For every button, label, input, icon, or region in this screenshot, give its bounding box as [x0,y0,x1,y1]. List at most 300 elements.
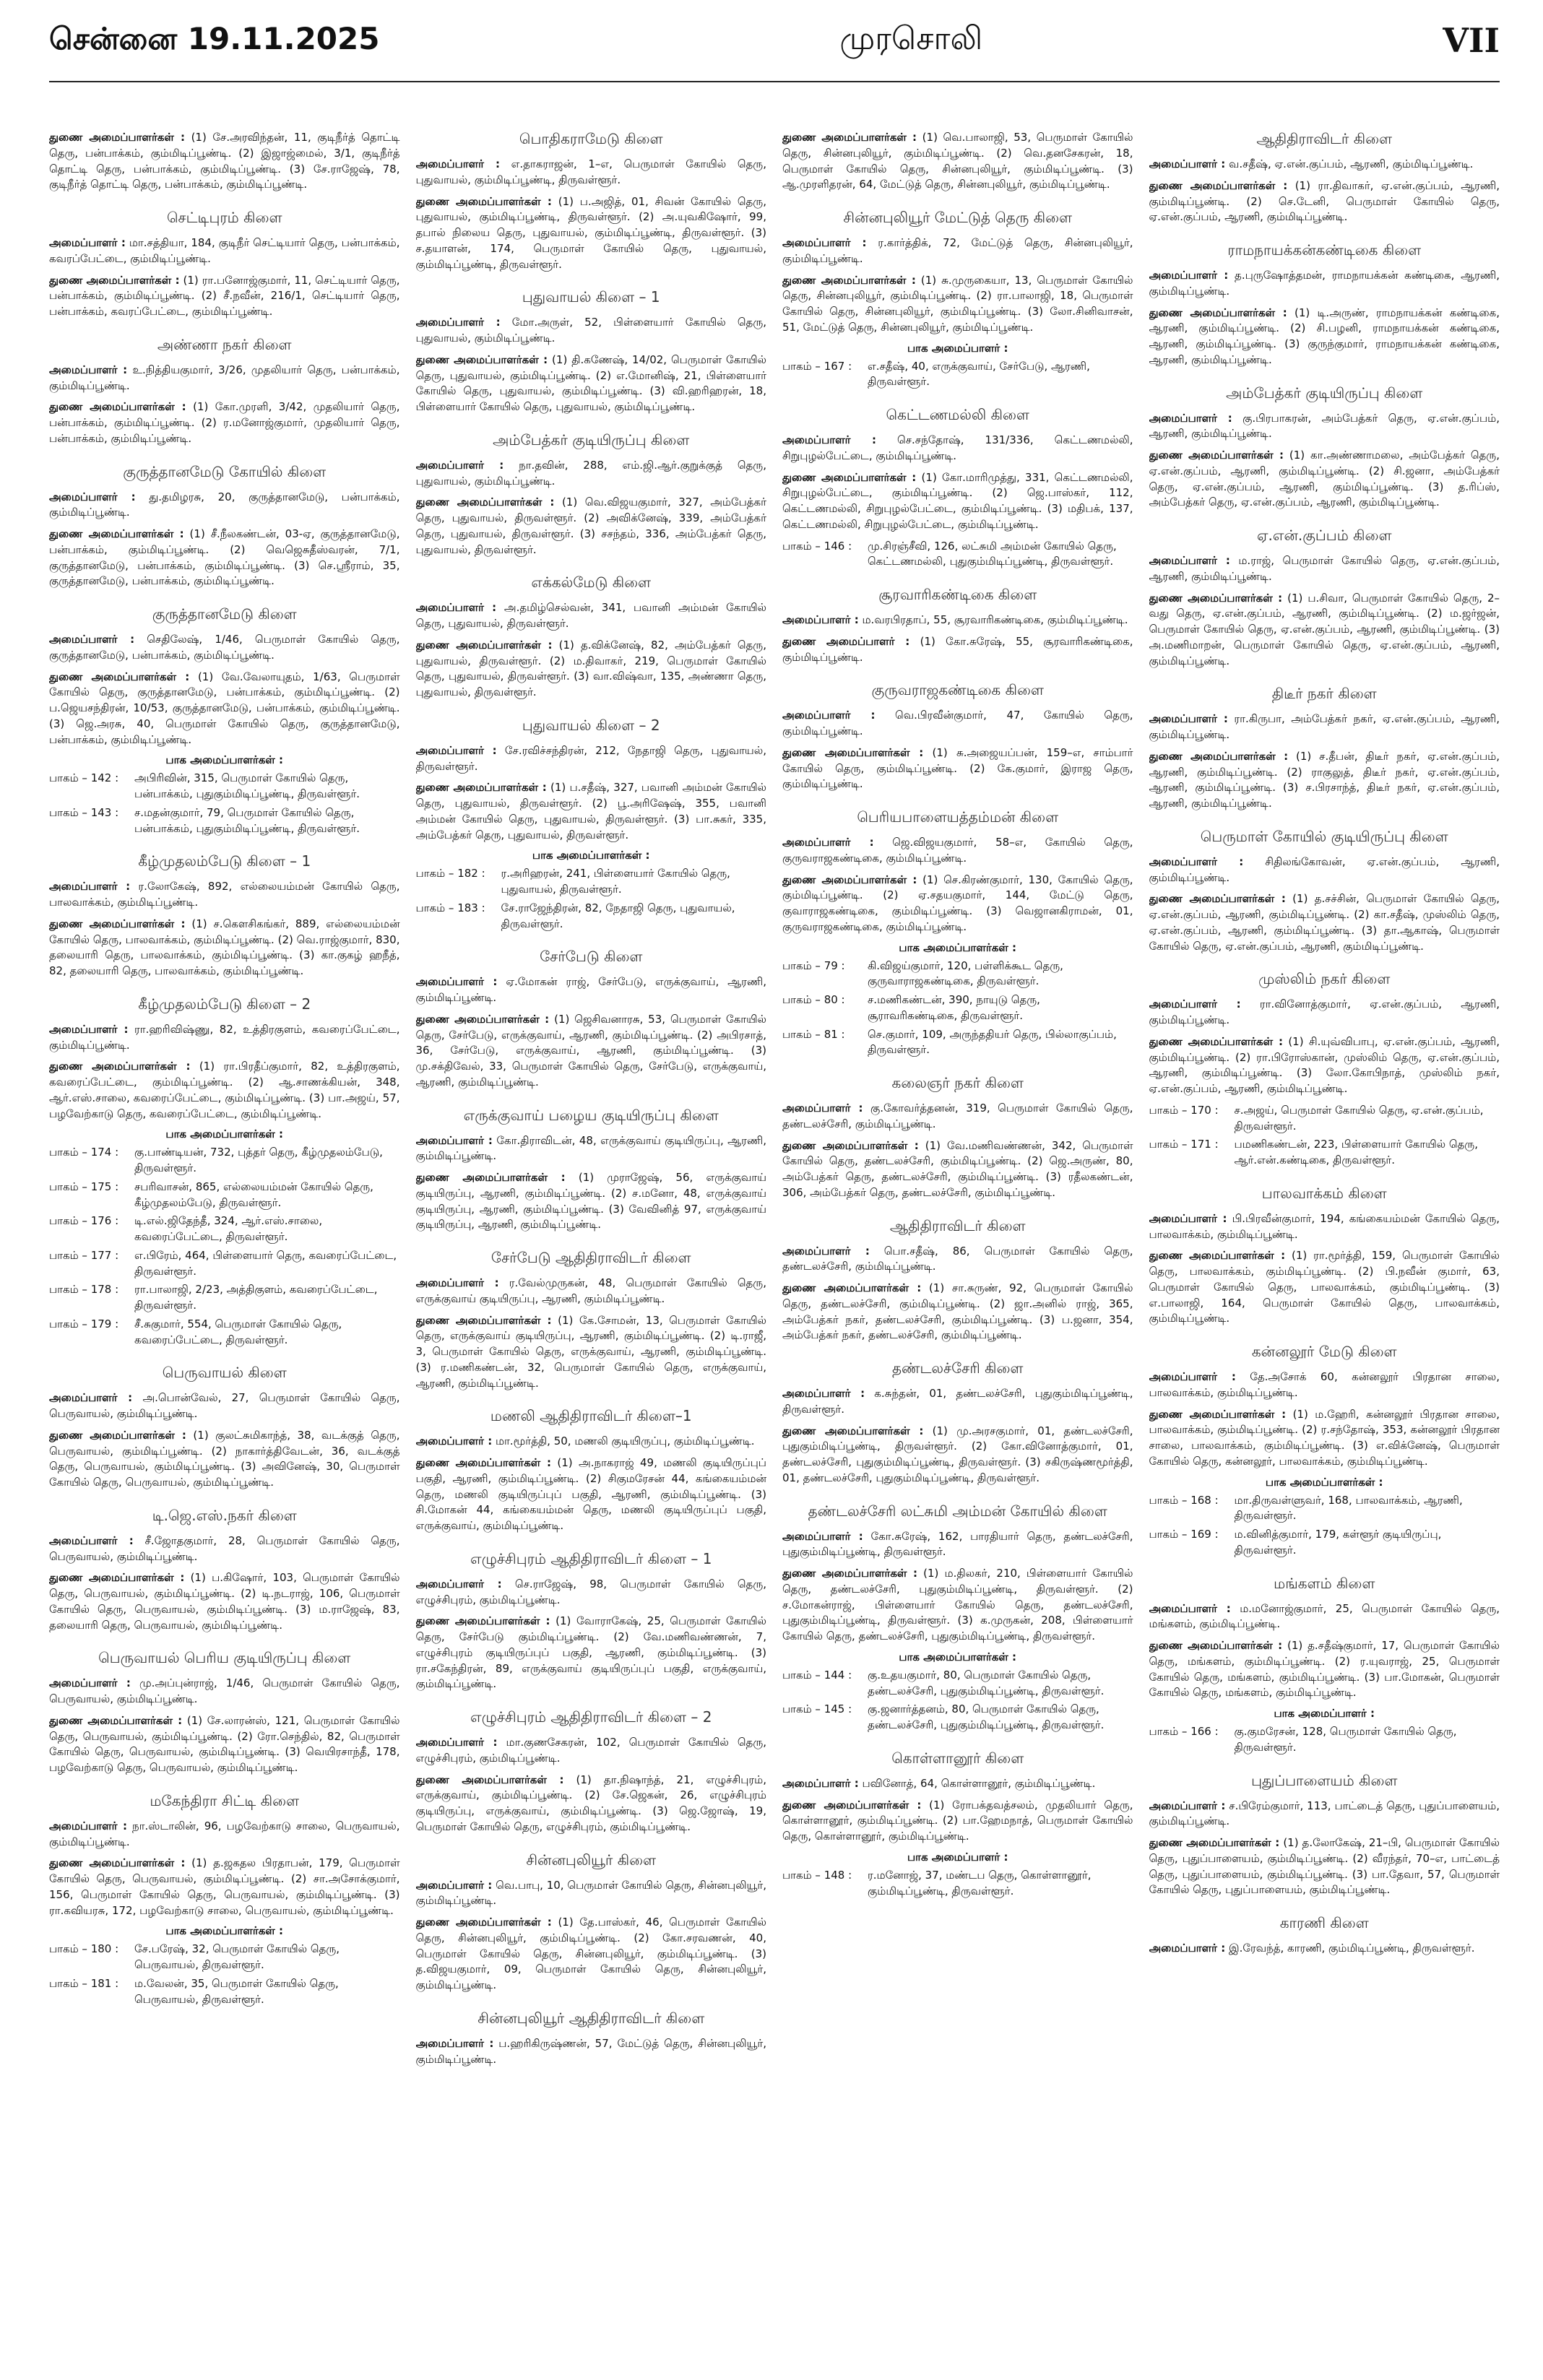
branch-title: சின்னபுலியூர் மேட்டுத் தெரு கிளை [843,209,1073,226]
office-bearer-entry [782,708,1133,740]
role-details: (1) த.சதீஷ்குமார், 17, பெருமாள் கோயில் தெரு, மங்களம், கும்மிடிப்பூண்டி. (2) ர.யுவராஜ், 25, பெருமாள் கோயில் தெரு, மங்களம், கும்மிடிப்பூண்டி. (3) பா.மோகன், பெருமாள் கோயில் தெரு, மங்களம், கும்மிடிப்பூண்டி. [1149,1639,1500,1700]
branch-section [49,1792,400,2008]
booth-agent-details: டி.எல்.ஜிதேந்தீ, 324, ஆர்.எஸ்.சாலை, கவரைப்பேட்டை, திருவள்ளூர். [134,1214,323,1243]
page-number: VII [1443,21,1500,60]
role-details: மு.அப்புன்ராஜ், 1/46, பெருமாள் கோயில் தெரு, பெருவாயல், கும்மிடிப்பூண்டி. [49,1676,400,1705]
booth-agent-details: கு.பாண்டியன், 732, புத்தர் தெரு, கீழ்முதலம்பேடு, திருவள்ளூர். [134,1146,383,1174]
branch-section [1149,828,1500,955]
role-details: (1) த.லோகேஷ், 21–பி, பெருமாள் கோயில் தெரு, புதுப்பாளையம், கும்மிடிப்பூண்டி. (2) வீரந்தர், 70–எ, பாட்டைத் தெரு, புதுப்பாளையம், கும்மிடிப்பூண்டி. (3) பா.தேவா, 57, பெருமாள் கோயில் தெரு, புதுப்பாளையம், கும்மிடிப்பூண்டி. [1149,1836,1500,1897]
role-details: (1) சே.அரவிந்தன், 11, குடிநீர்த் தொட்டி தெரு, பன்பாக்கம், கும்மிடிப்பூண்டி. (2) இஜாஜ்மைல், 3/1, குடிநீர்த் தொட்டி தெரு, பன்பாக்கம், கும்மிடிப்பூண்டி. (3) சே.ராஜேஷ், 78, குடிநீர்த் தொட்டி தெரு, பன்பாக்கம், கும்மிடிப்பூண்டி. [49,131,400,191]
booth-agent-details: பமணிகண்டன், 223, பிள்ளையார் கோயில் தெரு, ஆர்.என்.கண்டிகை, திருவள்ளூர். [1234,1138,1478,1167]
booth-number: பாகம் – 174 : [49,1146,119,1159]
branch-section [416,431,767,558]
office-bearer-entry [49,1428,400,1491]
booth-agent-details: கு.குமரேசன், 128, பெருமாள் கோயில் தெரு, திருவள்ளூர். [1234,1725,1457,1754]
office-bearer-entry [782,613,1133,628]
branch-title: எருக்குவாய் பழைய குடியிருப்பு கிளை [463,1106,719,1124]
role-label: துணை அமைப்பாளர்கள் : [49,670,190,683]
office-bearer-entry [49,273,400,320]
role-label: துணை அமைப்பாளர்கள் : [415,1171,566,1184]
role-label: அமைப்பாளர் : [415,2036,494,2050]
branch-section [49,130,400,193]
branch-title: எக்கல்மேடு கிளை [531,574,652,592]
booth-number: பாகம் – 167 : [782,359,852,373]
branch-title: முஸ்லிம் நகர் கிளை [1258,970,1391,988]
booth-number: பாகம் – 166 : [1149,1725,1219,1738]
office-bearer-entry [49,1713,400,1776]
role-label: அமைப்பாளர் : [415,1577,502,1591]
role-label: துணை அமைப்பாளர்கள் : [782,470,917,484]
branch-section [1149,1343,1500,1559]
role-label: அமைப்பாளர் : [49,1819,127,1832]
office-bearer-entry [1149,1601,1500,1633]
role-details: (1) கே.சோமன், 13, பெருமாள் கோயில் தெரு, எருக்குவாய் குடியிருப்பு, ஆரணி, கும்மிடிப்பூண்டி. (2) டி.ராஜீ, 3, பெருமாள் கோயில் தெரு, எருக்குவாய், ஆரணி, கும்மிடிப்பூண்டி. (3) ர.மணிகண்டன், 32, பெருமாள் கோயில் தெரு, எருக்குவாய், ஆரணி, கும்மிடிப்பூண்டி. [415,1313,766,1390]
role-label: அமைப்பாளர் : [782,1776,859,1790]
office-bearer-entry [782,1101,1133,1133]
role-details: (1) சி.யுவ்விபாபு, ஏ.என்.குப்பம், ஆரணி, கும்மிடிப்பூண்டி. (2) ரா.பிரோஸ்கான், முஸ்லிம் தெரு, ஏ.என்.குப்பம், ஆரணி, கும்மிடிப்பூண்டி. (3) லோ.கோபிநாத், முஸ்லிம் நகர், ஏ.என்.குப்பம், ஆரணி, கும்மிடிப்பூண்டி. [1149,1034,1500,1095]
role-label: துணை அமைப்பாளர்கள் : [782,1424,924,1437]
role-details: செதிலேஷ், 1/46, பெருமாள் கோயில் தெரு, குருத்தானமேடு, பன்பாக்கம், கும்மிடிப்பூண்டி. [49,633,400,662]
office-bearer-entry [1149,411,1500,443]
office-bearer-entry [1149,268,1500,300]
role-details: மா.சத்தியா, 184, குடிநீர் செட்டியார் தெரு, பன்பாக்கம், கவரப்பேட்டை, கும்மிடிப்பூண்டி. [49,236,400,265]
office-bearer-entry [416,1012,767,1091]
branch-title: கீழ்முதலம்பேடு கிளை – 2 [138,995,311,1013]
branch-section [49,1649,400,1776]
booth-agent-details: மா.திருவள்ளுவர், 168, பாலவாக்கம், ஆரணி, திருவள்ளூர். [1234,1493,1463,1523]
booth-agent-row [1149,1493,1500,1525]
role-details: ப.ஹரிகிருஷ்ணன், 57, மேட்டுத் தெரு, சின்னபுலியூர், கும்மிடிப்பூண்டி. [415,2036,766,2066]
branch-section [782,681,1133,792]
office-bearer-entry [782,433,1133,464]
role-details: ம.ராஜ், பெருமாள் கோயில் தெரு, ஏ.என்.குப்பம், ஆரணி, கும்மிடிப்பூண்டி. [1149,554,1500,583]
branch-section [416,2009,767,2068]
role-label: அமைப்பாளர் : [782,1529,863,1543]
branch-title: ராமநாயக்கன்கண்டிகை கிளை [1227,241,1422,259]
office-bearer-entry [782,470,1133,533]
role-details: (1) வெ.விஜயகுமார், 327, அம்பேத்கர் தெரு, புதுவாயல், திருவள்ளூர். (2) அவிக்னேஷ், 339, அம்பேத்கர் தெரு, புதுவாயல், திருவள்ளூர். (3) சசந்தம், 336, அம்பேத்கர் தெரு, புதுவாயல், திருவள்ளூர். [415,496,766,556]
branch-section [416,1107,767,1234]
role-details: (1) ப.கிஷோர், 103, பெருமாள் கோயில் தெரு, பெருவாயல், கும்மிடிப்பூண்டி. (2) டி.நடராஜ், 106, பெருமாள் கோயில் தெரு, பெருவாயல், கும்மிடிப்பூண்டி. (3) ம.ராஜேஷ், 83, தலையாரி தெரு, பெருவாயல், கும்மிடிப்பூண்டி. [49,1571,400,1632]
role-details: சே.ரவிச்சந்திரன், 212, நேதாஜி தெரு, புதுவாயல், திருவள்ளூர். [415,743,766,773]
office-bearer-entry [782,1138,1133,1201]
branch-title: கன்னலூர் மேடு கிளை [1251,1343,1397,1360]
role-label: அமைப்பாளர் : [1149,1799,1226,1812]
role-details: (1) கா.அண்ணாமலை, அம்பேத்கர் தெரு, ஏ.என்.குப்பம், ஆரணி, கும்மிடிப்பூண்டி. (2) சி.ஜனா, அம்பேத்கர் தெரு, ஏ.என்.குப்பம், ஆரணி, கும்மிடிப்பூண்டி. (3) த.ரிப்ஸ், அம்பேத்கர் தெரு, ஏ.என்.குப்பம், ஆரணி, கும்மிடிப்பூண்டி. [1149,449,1500,509]
role-details: செ.சந்தோஷ், 131/336, கெட்டணமல்லி, சிறுபுழல்பேட்டை, கும்மிடிப்பூண்டி. [782,433,1133,462]
office-bearer-entry [1149,448,1500,511]
office-bearer-entry [416,1133,767,1165]
office-bearer-entry [416,1170,767,1233]
role-details: ரா.கிருபா, அம்பேத்கர் நகர், ஏ.என்.குப்பம், ஆரணி, கும்மிடிப்பூண்டி. [1149,712,1500,741]
role-details: சீ.ஜோதகுமார், 28, பெருமாள் கோயில் தெரு, பெருவாயல், கும்மிடிப்பூண்டி. [49,1533,400,1563]
booth-number: பாகம் – 168 : [1149,1493,1219,1507]
office-bearer-entry [416,600,767,632]
booth-agent-details: ம.வேலன், 35, பெருமாள் கோயில் தெரு, பெருவாயல், திருவள்ளூர். [134,1976,339,2006]
column-3 [782,130,1133,2362]
booth-agent-details: சே.பரேஷ், 32, பெருமாள் கோயில் தெரு, பெருவாயல், திருவள்ளூர். [134,1942,340,1971]
booth-agent-details: ரா.பாலாஜி, 2/23, அத்திகுளம், கவரைப்பேட்டை, திருவள்ளூர். [134,1283,378,1312]
booth-agent-details: எ.பிரேம், 464, பிள்ளையார் தெரு, கவரைப்பேட்டை, திருவள்ளூர். [134,1248,397,1278]
booth-agent-details: செ.குமார், 109, அருந்ததியர் தெரு, பில்லாகுப்பம், திருவள்ளூர். [868,1027,1117,1057]
role-label: துணை அமைப்பாளர்கள் : [1149,1034,1283,1048]
role-label: அமைப்பாளர் : [1149,1942,1226,1955]
booth-number: பாகம் – 175 : [49,1180,119,1193]
office-bearer-entry [49,1856,400,1918]
role-details: (1) ரா.பிரதீப்குமார், 82, உத்திரகுளம், கவரைப்பேட்டை, கும்மிடிப்பூண்டி. (2) ஆ.சாணக்கியன், 348, ஆர்.எஸ்.சாலை, கவரைப்பேட்டை, கும்மிடிப்பூண்டி. (3) பா.அஜய், 57, பழவேற்காடு தெரு, கவரைப்பேட்டை, கும்மிடிப்பூண்டி. [49,1060,400,1120]
office-bearer-entry [416,1276,767,1307]
branch-section [1149,1772,1500,1899]
branch-title: மகேந்திரா சிட்டி கிளை [150,1791,300,1809]
role-details: உ.நித்தியகுமார், 3/26, முதலியார் தெரு, பன்பாக்கம், கும்மிடிப்பூண்டி. [49,363,400,392]
role-details: (1) மு.அரசகுமார், 01, தண்டலச்சேரி, புதுகும்மிடிப்பூண்டி, திருவள்ளூர். (2) கோ.வினோத்குமார், 01, தண்டலச்சேரி, புதுகும்மிடிப்பூண்டி, திருவள்ளூர். (3) சகிருஷ்ணமூர்த்தி, 01, தண்டலச்சேரி, புதுகும்மிடிப்பூண்டி, திருவள்ளூர். [782,1424,1133,1484]
office-bearer-entry [49,917,400,979]
role-details: பவினோத், 64, கொள்ளானூர், கும்மிடிப்பூண்டி. [862,1776,1096,1790]
role-label: அமைப்பாளர் : [49,1676,131,1690]
branch-section [49,605,400,836]
role-details: (1) தா.நிஷாந்த், 21, எழுச்சிபுரம், எருக்குவாய், கும்மிடிப்பூண்டி. (2) சே.ஜெகன், 26, எழுச்சிபுரம் குடியிருப்பு, எருக்குவாய், கும்மிடிப்பூண்டி. (3) ஜெ.ஜோஷ், 19, பெருமாள் கோயில் தெரு, எழுச்சிபுரம், கும்மிடிப்பூண்டி. [415,1773,766,1833]
branch-title: கெட்டணமல்லி கிளை [886,406,1029,423]
booth-agent-details: அபிரிவின், 315, பெருமாள் கோயில் தெரு, பன்பாக்கம், புதுகும்மிடிப்பூண்டி, திருவள்ளூர். [134,771,360,800]
role-details: ச.பிரேம்குமார், 113, பாட்டைத் தெரு, புதுப்பாளையம், கும்மிடிப்பூண்டி. [1149,1799,1500,1828]
branch-section [1149,384,1500,511]
role-details: சிதிலங்கோவன், ஏ.என்.குப்பம், ஆரணி, கும்மிடிப்பூண்டி. [1149,854,1500,884]
office-bearer-entry [782,634,1133,666]
branch-title: சேர்பேடு ஆதிதிராவிடர் கிளை [490,1249,691,1266]
role-label: அமைப்பாளர் : [415,601,497,615]
role-details: (1) டி.அருண், ராமநாயக்கன் கண்டிகை, ஆரணி, கும்மிடிப்பூண்டி. (2) சி.பழனி, ராமநாயக்கன் கண்டிகை, ஆரணி, கும்மிடிப்பூண்டி. (3) குருந்குமார், ராமநாயக்கன் கண்டிகை, ஆரணி, கும்மிடிப்பூண்டி. [1149,306,1500,366]
role-details: (1) த.விக்னேஷ், 82, அம்பேத்கர் தெரு, புதுவாயல், திருவள்ளூர். (2) ம.திவாகர், 219, பெருமாள் கோயில் தெரு, புதுவாயல், திருவள்ளூர். (3) வா.விஷ்வா, 135, அண்ணா தெரு, புதுவாயல், திருவள்ளூர். [415,638,766,698]
role-details: பொ.சதீஷ், 86, பெருமாள் கோயில் தெரு, தண்டலச்சேரி, கும்மிடிப்பூண்டி. [782,1244,1133,1273]
branch-section [416,1249,767,1391]
office-bearer-entry [416,352,767,415]
office-bearer-entry [782,1529,1133,1561]
booth-agent-row [416,866,767,898]
office-bearer-entry [416,1455,767,1534]
role-details: (1) வெ.பாலாஜி, 53, பெருமாள் கோயில் தெரு, சின்னபுலியூர், கும்மிடிப்பூண்டி. (2) வெ.தனசேகரன், 18, பெருமாள் கோயில் தெரு, சின்னபுலியூர், கும்மிடிப்பூண்டி. (3) ஆ.முரளிதரன், 64, மேட்டுத் தெரு, சின்னபுலியூர், கும்மிடிப்பூண்டி. [782,131,1133,191]
booth-agent-details: ம.வினித்குமார், 179, கள்ளூர் குடியிருப்பு, திருவள்ளூர். [1234,1528,1442,1557]
role-details: (1) கோ.சுரேஷ், 55, சூரவாரிகண்டிகை, கும்மிடிப்பூண்டி. [782,634,1133,664]
role-label: துணை அமைப்பாளர்கள் : [1149,1407,1287,1421]
role-details: ஜெ.விஜயகுமார், 58–எ, கோயில் தெரு, குருவராஜகண்டிகை, கும்மிடிப்பூண்டி. [782,836,1133,865]
office-bearer-entry [416,458,767,490]
role-label: அமைப்பாளர் : [1149,1211,1227,1225]
branch-section [49,209,400,320]
role-details: (1) ரா.திவாகர், ஏ.என்.குப்பம், ஆரணி, கும்மிடிப்பூண்டி. (2) செ.டேனி, பெருமாள் கோயில் தெரு, ஏ.என்.குப்பம், ஆரணி, கும்மிடிப்பூண்டி. [1149,178,1500,224]
role-details: (1) அ.நாகராஜ் 49, மணலி குடியிருப்புப் பகுதி, ஆரணி, கும்மிடிப்பூண்டி. (2) சிகுமரேசன் 44, கங்கையம்மன் தெரு, மணலி குடியிருப்புப் பகுதி, ஆரணி, கும்மிடிப்பூண்டி. (3) சி.மோகன் 44, கங்கையம்மன் தெரு, மணலி குடியிருப்புப் பகுதி, எருக்குவாய், கும்மிடிப்பூண்டி. [415,1456,766,1532]
role-label: அமைப்பாளர் : [782,1244,870,1258]
branch-title: தண்டலச்சேரி லட்சுமி அம்மன் கோயில் கிளை [808,1502,1107,1520]
office-bearer-entry [49,490,400,522]
role-details: க.சுந்தன், 01, தண்டலச்சேரி, புதுகும்மிடிப்பூண்டி, திருவள்ளூர். [782,1387,1133,1416]
role-details: அ.பொன்வேல், 27, பெருமாள் கோயில் தெரு, பெருவாயல், கும்மிடிப்பூண்டி. [49,1391,400,1420]
office-bearer-entry [782,130,1133,193]
booth-agent-details: கு.உதயகுமார், 80, பெருமாள் கோயில் தெரு, தண்டலச்சேரி, புதுகும்மிடிப்பூண்டி, திருவள்ளூர். [868,1668,1105,1697]
office-bearer-entry [416,743,767,775]
role-details: (1) ரோபக்தவத்சலம், முதலியார் தெரு, கொள்ளானூர், கும்மிடிப்பூண்டி. (2) பா.ஹேமநாத், பெருமாள் கோயில் தெரு, கொள்ளானூர், கும்மிடிப்பூண்டி. [782,1798,1133,1843]
branch-title: எழுச்சிபுரம் ஆதிதிராவிடர் கிளை – 1 [470,1549,712,1567]
role-label: துணை அமைப்பாளர்கள் : [415,1773,564,1786]
role-label: அமைப்பாளர் : [1149,269,1229,282]
role-details: (1) ப.சிவா, பெருமாள் கோயில் தெரு, 2–வது தெரு, ஏ.என்.குப்பம், ஆரணி, கும்மிடிப்பூண்டி. (2) ம.ஜர்ஜன், பெருமாள் கோயில் தெரு, ஏ.என்.குப்பம், ஆரணி, கும்மிடிப்பூண்டி. (3) அ.மணிமாறன், பெருமாள் கோயில் தெரு, ஏ.என்.குப்பம், ஆரணி, கும்மிடிப்பூண்டி. [1149,591,1500,667]
role-details: (1) சா.சுருண், 92, பெருமாள் கோயில் தெரு, தண்டலச்சேரி, கும்மிடிப்பூண்டி. (2) ஜா.அனில் ராஜ், 365, அம்பேத்கர் நகர், தண்டலச்சேரி, கும்மிடிப்பூண்டி. (3) ப.ஜனா, 354, அம்பேத்கர் நகர், தண்டலச்சேரி, கும்மிடிப்பூண்டி. [782,1281,1133,1342]
office-bearer-entry [416,315,767,347]
role-details: த.புருஷோத்தமன், ராமநாயக்கன் கண்டிகை, ஆரணி, கும்மிடிப்பூண்டி. [1149,269,1500,298]
branch-title: கொள்ளானூர் கிளை [891,1749,1024,1767]
office-bearer-entry [49,1676,400,1708]
office-bearer-entry [1149,1034,1500,1097]
booth-agent-details: ச.மதன்குமார், 79, பெருமாள் கோயில் தெரு, பன்பாக்கம், புதுகும்மிடிப்பூண்டி, திருவள்ளூர். [134,805,360,835]
booth-agent-row [782,1702,1133,1734]
role-label: அமைப்பாளர் : [782,433,876,446]
office-bearer-entry [782,235,1133,267]
branch-title: சின்னபுலியூர் கிளை [526,1851,657,1869]
role-details: (1) வே.வேலாயுதம், 1/63, பெருமாள் கோயில் தெரு, குருத்தானமேடு, பன்பாக்கம், கும்மிடிப்பூண்டி. (2) ப.ஜெயசந்திரன், 10/53, குருத்தானமேடு, பன்பாக்கம், கும்மிடிப்பூண்டி. (3) ஜெ.அரசு, 40, பெருமாள் கோயில் தெரு, குருத்தானமேடு, பன்பாக்கம், கும்மிடிப்பூண்டி. [49,670,400,746]
booth-number: பாகம் – 148 : [782,1868,852,1882]
booth-agent-row [49,1282,400,1314]
role-label: துணை அமைப்பாளர்கள் : [49,1060,191,1073]
office-bearer-entry [782,1798,1133,1845]
booth-agent-row [782,992,1133,1024]
role-details: ர.வேல்முருகன், 48, பெருமாள் கோயில் தெரு, எருக்குவாய் குடியிருப்பு, ஆரணி, கும்மிடிப்பூண்டி. [415,1276,766,1305]
booth-number: பாகம் – 81 : [782,1027,845,1041]
office-bearer-entry [416,780,767,843]
role-label: துணை அமைப்பாளர்கள் : [1149,892,1286,906]
branch-title: குருவராஜகண்டிகை கிளை [871,681,1044,699]
role-label: அமைப்பாளர் : [49,1022,129,1036]
role-details: ர.லோகேஷ், 892, எல்லையம்மன் கோயில் தெரு, பாலவாக்கம், கும்மிடிப்பூண்டி. [49,880,400,909]
booth-agents-heading: பாக அமைப்பாளர் : [907,1850,1008,1864]
office-bearer-entry [1149,306,1500,368]
branch-section [1149,685,1500,812]
office-bearer-entry [1149,891,1500,954]
branch-title: ஆதிதிராவிடர் கிளை [889,1216,1026,1234]
role-details: (1) செ.கிரண்குமார், 130, கோயில் தெரு, கும்மிடிப்பூண்டி. (2) ஏ.சதயகுமார், 144, மேட்டு தெரு, குவாராஜகண்டிகை, கும்மிடிப்பூண்டி. (3) வெஜானகிராமன், 01, குருவராஜகண்டிகை, கும்மிடிப்பூண்டி. [782,873,1133,933]
branch-section [782,1749,1133,1900]
branch-title: செட்டிபுரம் கிளை [166,209,282,226]
booth-agent-row [1149,1103,1500,1135]
role-label: துணை அமைப்பாளர்கள் : [415,1916,552,1929]
branch-title: பொதிகராமேடு கிளை [519,130,663,147]
branch-section [416,1708,767,1835]
role-label: துணை அமைப்பாளர்கள் : [415,1012,550,1026]
office-bearer-entry [1149,711,1500,743]
office-bearer-entry [49,879,400,911]
office-bearer-entry [416,1878,767,1910]
role-label: துணை அமைப்பாளர்கள் : [415,1456,552,1469]
role-label: அமைப்பாளர் : [415,1878,493,1892]
office-bearer-entry [416,1313,767,1392]
booth-agent-row [49,1213,400,1245]
booth-agent-details: ர.மனோஜ், 37, மண்டப தெரு, கொள்ளானூர், கும்மிடிப்பூண்டி, திருவள்ளூர். [868,1868,1092,1897]
role-label: அமைப்பாளர் : [49,1533,134,1547]
office-bearer-entry [782,1244,1133,1276]
office-bearer-entry [49,670,400,748]
role-label: துணை அமைப்பாளர்கள் : [782,1138,919,1152]
role-label: துணை அமைப்பாளர்கள் : [1149,749,1289,763]
booth-agent-row [49,1976,400,2008]
role-label: அமைப்பாளர் : [782,236,867,249]
branch-section [416,1851,767,1994]
branch-title: அண்ணா நகர் கிளை [157,335,292,353]
role-label: அமைப்பாளர் : [1149,998,1241,1011]
role-details: (1) குலட்சுமிகாந்த், 38, வடக்குத் தெரு, பெருவாயல், கும்மிடிப்பூண்டி. (2) நாகார்த்திவேடன், 36, வடக்குத் தெரு, பெருவாயல், கும்மிடிப்பூண்டி. (3) அவினேஷ், 30, பெருமாள் கோயில் தெரு, பெருவாயல், கும்மிடிப்பூண்டி. [49,1428,400,1489]
branch-title: புதுப்பாளையம் கிளை [1251,1771,1398,1789]
office-bearer-entry [416,157,767,189]
branch-title: குருத்தானமேடு கிளை [152,605,297,623]
branch-section [1149,1914,1500,1957]
role-label: துணை அமைப்பாளர்கள் : [782,873,917,886]
booth-agents-heading: பாக அமைப்பாளர்கள் : [165,1924,284,1938]
office-bearer-entry [416,974,767,1006]
booth-agent-row [1149,1137,1500,1169]
booth-agent-details: சீ.சுகுமார், 554, பெருமாள் கோயில் தெரு, கவரைப்பேட்டை, திருவள்ளூர். [134,1317,342,1346]
booth-number: பாகம் – 80 : [782,993,845,1006]
branch-section [416,948,767,1090]
branch-title: டி.ஜெ.எஸ்.நகர் கிளை [152,1506,297,1524]
booth-agent-details: ச.மணிகண்டன், 390, நாயுடு தெரு, சூராவரிகண்டிகை, திருவள்ளூர். [868,993,1040,1022]
role-label: அமைப்பாளர் : [1149,411,1232,425]
role-details: ரா.ஹரிவிஷ்ணு, 82, உத்திரகுளம், கவரைப்பேட்டை, கும்மிடிப்பூண்டி. [49,1022,400,1052]
role-label: அமைப்பாளர் : [49,633,135,646]
office-bearer-entry [49,632,400,664]
booth-agent-details: மு.சிரஞ்சீவி, 126, லட்சுமி அம்மன் கோயில் தெரு, கெட்டணமல்லி, புதுகும்மிடிப்பூண்டி, திருவள்ளூர். [868,539,1117,568]
role-label: துணை அமைப்பாளர்கள் : [782,1798,922,1812]
office-bearer-entry [49,1533,400,1565]
role-details: (1) ப.அஜித், 01, சிவன் கோயில் தெரு, புதுவாயல், கும்மிடிப்பூண்டி, திருவள்ளூர். (2) அ.யுவகிஷோர், 99, தபால் நிலைய தெரு, புதுவாயல், கும்மிடிப்பூண்டி, திருவள்ளூர். (3) ச.தயாளன், 174, பெருமாள் கோயில் தெரு, புதுவாயல், கும்மிடிப்பூண்டி, திருவள்ளூர். [415,194,766,271]
role-details: (1) த.சச்சின், பெருமாள் கோயில் தெரு, ஏ.என்.குப்பம், ஆரணி, கும்மிடிப்பூண்டி. (2) கா.சதீஷ், முஸ்லிம் தெரு, ஏ.என்.குப்பம், ஆரணி, கும்மிடிப்பூண்டி. (3) தா.ஆகாஷ், பெருமாள் கோயில் தெரு, ஏ.என்.குப்பம், ஆரணி, கும்மிடிப்பூண்டி. [1149,892,1500,953]
role-details: (1) ம.திலகர், 210, பிள்ளையார் கோயில் தெரு, தண்டலச்சேரி, புதுகும்மிடிப்பூண்டி, திருவள்ளூர். (2) ச.மோகன்ராஜ், பிள்ளையார் கோயில் தெரு, தண்டலச்சேரி, புதுகும்மிடிப்பூண்டி, திருவள்ளூர். (3) க.முருகன், 208, பிள்ளையார் கோயில் தெரு, தண்டலச்சேரி, புதுகும்மிடிப்பூண்டி, திருவள்ளூர். [782,1567,1133,1643]
booth-agents-heading: பாக அமைப்பாளர்கள் : [899,1650,1017,1663]
branch-section [49,336,400,447]
booth-agent-details: கி.விஜய்குமார், 120, பள்ளிக்கூட தெரு, குருவாராஜகண்டிகை, திருவள்ளூர். [868,959,1063,988]
role-label: துணை அமைப்பாளர்கள் : [1149,306,1287,319]
role-label: அமைப்பாளர் : [49,490,136,503]
booth-agents-heading: பாக அமைப்பாளர் : [1274,1707,1375,1720]
booth-agents-heading: பாக அமைப்பாளர்கள் : [899,940,1017,954]
booth-agent-row [416,901,767,932]
booth-number: பாகம் – 143 : [49,805,119,819]
role-label: துணை அமைப்பாளர்கள் : [49,917,186,930]
office-bearer-entry [782,835,1133,867]
role-label: துணை அமைப்பாளர்கள் : [49,273,180,287]
role-label: துணை அமைப்பாளர்கள் : [782,1281,922,1294]
office-bearer-entry [1149,1369,1500,1401]
office-bearer-entry [1149,1407,1500,1470]
role-label: துணை அமைப்பாளர்கள் : [1149,591,1283,605]
article-columns [49,130,1500,2362]
role-details: (1) சு.முருகையா, 13, பெருமாள் கோயில் தெரு, சின்னபுலியூர், கும்மிடிப்பூண்டி. (2) ரா.பாலாஜி, 18, பெருமாள் கோயில் தெரு, சின்னபுலியூர், கும்மிடிப்பூண்டி. (3) லோ.சினிவாசன், 51, மேட்டுத் தெரு, சின்னபுலியூர், கும்மிடிப்பூண்டி. [782,273,1133,334]
role-details: மா.மூர்த்தி, 50, மணலி குடியிருப்பு, கும்மிடிப்பூண்டி. [495,1435,755,1448]
branch-title: மணலி ஆதிதிராவிடர் கிளை–1 [490,1407,692,1425]
role-details: (1) சீ.நீலகண்டன், 03-ஏ, குருத்தானமேடு, பன்பாக்கம், கும்மிடிப்பூண்டி. (2) வெஜெசுதீஸ்வரன், 7/1, குருத்தானமேடு, பன்பாக்கம், கும்மிடிப்பூண்டி. (3) செ.ஸ்ரீராம், 35, குருத்தானமேடு, பன்பாக்கம், கும்மிடிப்பூண்டி. [49,527,400,588]
role-label: அமைப்பாளர் : [782,613,859,626]
role-label: துணை அமைப்பாளர்கள் : [1149,1639,1283,1652]
role-label: துணை அமைப்பாளர்கள் : [1149,449,1284,462]
role-details: (1) ரா.பனோஜ்குமார், 11, செட்டியார் தெரு, பன்பாக்கம், கும்மிடிப்பூண்டி. (2) சீ.நவீன், 216/1, செட்டியார் தெரு, பன்பாக்கம், கவரப்பேட்டை, கும்மிடிப்பூண்டி. [49,273,400,318]
branch-section [49,463,400,590]
branch-section [49,1364,400,1491]
role-label: துணை அமைப்பாளர்கள் : [1149,1836,1280,1849]
branch-title: தண்டலச்சேரி கிளை [892,1359,1024,1377]
role-label: துணை அமைப்பாளர்கள் : [415,194,552,208]
role-label: அமைப்பாளர் : [49,1391,133,1405]
role-label: அமைப்பாளர் : [415,1435,493,1448]
role-details: (1) சு.அஜையப்பன், 159–எ, சாம்பார் கோயில் தெரு, கும்மிடிப்பூண்டி. (2) கே.குமார், இராஜ தெரு, கும்மிடிப்பூண்டி. [782,745,1133,791]
booth-agent-row [49,1942,400,1973]
branch-section [782,1359,1133,1487]
role-details: (1) சே.லாரன்ஸ், 121, பெருமாள் கோயில் தெரு, பெருவாயல், கும்மிடிப்பூண்டி. (2) ரோ.செந்தில், 82, பெருமாள் கோயில் தெரு, பெருவாயல், கும்மிடிப்பூண்டி. (3) வெயிரசாந்தீ, 178, பழவேற்காடு தெரு, பெருவாயல், கும்மிடிப்பூண்டி. [49,1713,400,1774]
role-label: துணை அமைப்பாளர்கள் : [415,1614,550,1628]
role-details: செ.ராஜேஷ், 98, பெருமாள் கோயில் தெரு, எழுச்சிபுரம், கும்மிடிப்பூண்டி. [415,1577,766,1606]
issue-date: சென்னை 19.11.2025 [49,20,380,56]
office-bearer-entry [1149,997,1500,1029]
branch-title: சின்னபுலியூர் ஆதிதிராவிடர் கிளை [477,2009,705,2027]
role-label: துணை அமைப்பாளர்கள் : [49,527,184,540]
office-bearer-entry [1149,1941,1500,1957]
column-1 [49,130,400,2362]
role-details: கு.கோவர்த்தனன், 319, பெருமாள் கோயில் தெரு, தண்டலச்சேரி, கும்மிடிப்பூண்டி. [782,1102,1133,1130]
booth-number: பாகம் – 146 : [782,539,852,553]
booth-number: பாகம் – 182 : [415,867,485,880]
role-details: கோ.சுரேஷ், 162, பாரதியார் தெரு, தண்டலச்சேரி, புதுகும்மிடிப்பூண்டி, திருவள்ளூர். [782,1529,1133,1559]
branch-title: அம்பேத்கர் குடியிருப்பு கிளை [1226,384,1423,402]
booth-agent-details: ர.அரிஹரன், 241, பிள்ளையார் கோயில் தெரு, புதுவாயல், திருவள்ளூர். [501,867,730,896]
role-label: அமைப்பாளர் : [1149,854,1244,868]
booth-number: பாகம் – 142 : [49,771,119,785]
role-details: நா.தவின், 288, எம்.ஜி.ஆர்.குறுக்குத் தெரு, புதுவாயல், கும்மிடிப்பூண்டி. [415,458,766,488]
role-label: துணை அமைப்பாளர்கள் : [415,638,553,652]
office-bearer-entry [1149,1638,1500,1701]
role-label: அமைப்பாளர் : [1149,1370,1236,1383]
branch-title: பெரியபாளையத்தம்மன் கிளை [857,808,1059,826]
role-details: தே.அசோக் 60, கன்னலூர் பிரதான சாலை, பாலவாக்கம், கும்மிடிப்பூண்டி. [1149,1370,1500,1399]
office-bearer-entry [782,1281,1133,1343]
office-bearer-entry [49,1022,400,1054]
branch-section [1149,130,1500,225]
role-label: துணை அமைப்பாளர்கள் : [49,1428,186,1442]
office-bearer-entry [782,1566,1133,1645]
role-label: துணை அமைப்பாளர்கள் : [1149,1249,1286,1263]
branch-title: காரணி கிளை [1279,1914,1369,1931]
role-label: அமைப்பாளர் : [782,836,874,849]
booth-number: பாகம் – 183 : [415,901,485,914]
role-label: அமைப்பாளர் : [415,743,497,757]
office-bearer-entry [49,1819,400,1851]
role-label: அமைப்பாளர் : [49,236,126,249]
role-details: (1) ஜெசிவனாரசு, 53, பெருமாள் கோயில் தெரு, சேர்பேடு, எருக்குவாய், ஆரணி, கும்மிடிப்பூண்டி. (2) அபிரசாத், 36, சேர்பேடு, எருக்குவாய், ஆரணி, கும்மிடிப்பூண்டி. (3) மு.சக்திவேல், 33, பெருமாள் கோயில் தெரு, சேர்பேடு, எருக்குவாய், ஆரணி, கும்மிடிப்பூண்டி. [415,1012,766,1089]
office-bearer-entry [1149,178,1500,225]
role-details: மா.குணசேகரன், 102, பெருமாள் கோயில் தெரு, எழுச்சிபுரம், கும்மிடிப்பூண்டி. [415,1736,766,1765]
branch-section [416,1407,767,1534]
role-details: (1) ச.தீபன், திடீர் நகர், ஏ.என்.குப்பம், ஆரணி, கும்மிடிப்பூண்டி. (2) ராகுலுத், திடீர் நகர், ஏ.என்.குப்பம், ஆரணி, கும்மிடிப்பூண்டி. (3) ச.பிரசாந்த், திடீர் நகர், ஏ.என்.குப்பம், ஆரணி, கும்மிடிப்பூண்டி. [1149,749,1500,810]
role-label: அமைப்பாளர் : [1149,712,1228,726]
booth-agents-heading: பாக அமைப்பாளர்கள் : [165,1128,284,1141]
role-label: துணை அமைப்பாளர் : [782,634,910,648]
branch-title: குருத்தானமேடு கோயில் கிளை [123,462,327,480]
office-bearer-entry [416,194,767,273]
booth-number: பாகம் – 171 : [1149,1138,1219,1151]
booth-agent-row [49,805,400,837]
branch-section [782,808,1133,1058]
branch-title: பாலவாக்கம் கிளை [1261,1184,1387,1202]
role-label: துணை அமைப்பாளர்கள் : [782,273,916,287]
column-2 [416,130,767,2362]
branch-section [1149,1575,1500,1756]
office-bearer-entry [49,527,400,589]
branch-section [782,1074,1133,1201]
role-details: (1) ம.ஹேரி, கன்னலூர் பிரதான சாலை, பாலவாக்கம், கும்மிடிப்பூண்டி. (2) ர.சந்தோஷ், 353, கன்னலூர் பிரதான சாலை, பாலவாக்கம், கும்மிடிப்பூண்டி. (3) எ.விக்னேஷ், பெருமாள் கோயில் தெரு, கன்னலூர், பாலவாக்கம், கும்மிடிப்பூண்டி. [1149,1407,1500,1468]
